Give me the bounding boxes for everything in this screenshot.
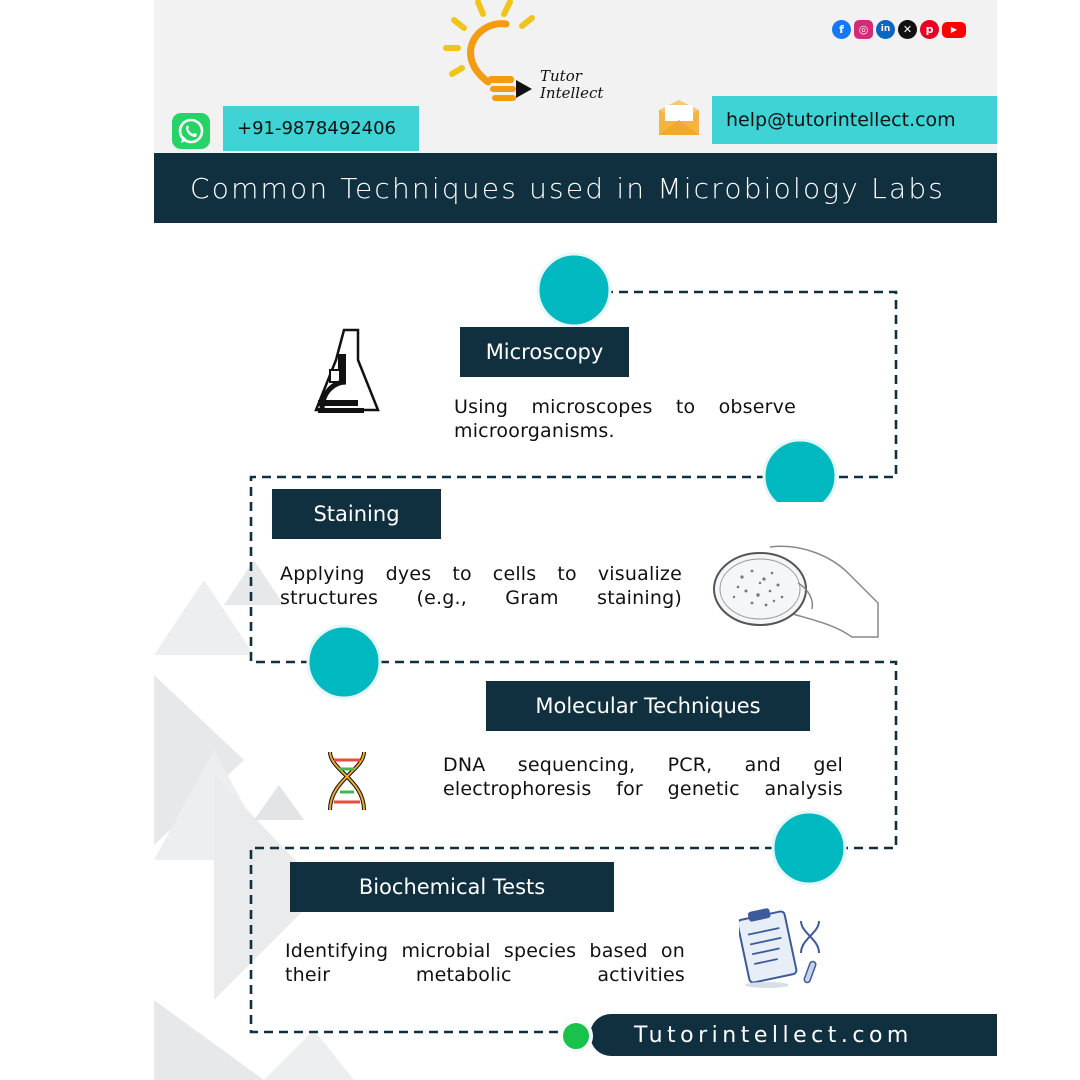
- microscope-flask-icon: [312, 326, 382, 416]
- lightbulb-logo-icon: [442, 0, 542, 106]
- footer-dot-icon: [558, 1018, 594, 1054]
- footer-bar: [590, 1014, 997, 1056]
- linkedin-icon[interactable]: in: [876, 20, 895, 39]
- title-bar: [154, 153, 997, 223]
- technique-description-molecular: DNA sequencing, PCR, and gel electrophoresis for genetic analysis: [443, 754, 843, 800]
- infographic: [154, 0, 997, 1080]
- page-title: Common Techniques used in Microbiology Labs: [190, 172, 946, 205]
- brand-line-1: Tutor: [540, 67, 582, 85]
- instagram-icon[interactable]: ◎: [854, 20, 873, 39]
- facebook-icon[interactable]: f: [832, 20, 851, 39]
- website-link[interactable]: Tutorintellect.com: [634, 1023, 913, 1048]
- envelope-icon: [657, 100, 701, 136]
- clipboard-test-icon: [739, 905, 829, 989]
- phone-number[interactable]: +91-9878492406: [223, 106, 419, 151]
- x-icon[interactable]: ✕: [898, 20, 917, 39]
- technique-label-biochemical: Biochemical Tests: [290, 862, 614, 912]
- dna-icon: [322, 750, 372, 812]
- brand-line-2: Intellect: [540, 84, 604, 102]
- youtube-icon[interactable]: ▶: [942, 22, 966, 38]
- technique-label-molecular: Molecular Techniques: [486, 681, 810, 731]
- technique-label-microscopy: Microscopy: [460, 327, 629, 377]
- whatsapp-icon[interactable]: [172, 113, 210, 149]
- technique-description-microscopy: Using microscopes to observe microorganisms.: [454, 396, 796, 442]
- brand-name: [540, 68, 603, 102]
- pinterest-icon[interactable]: p: [920, 20, 939, 39]
- technique-description-biochemical: Identifying microbial species based on their metabolic activities: [285, 940, 685, 986]
- email-address[interactable]: help@tutorintellect.com: [712, 96, 997, 144]
- technique-description-staining: Applying dyes to cells to visualize structures (e.g., Gram staining): [280, 563, 682, 609]
- technique-label-staining: Staining: [272, 489, 441, 539]
- petri-dish-hand-icon: [712, 543, 880, 639]
